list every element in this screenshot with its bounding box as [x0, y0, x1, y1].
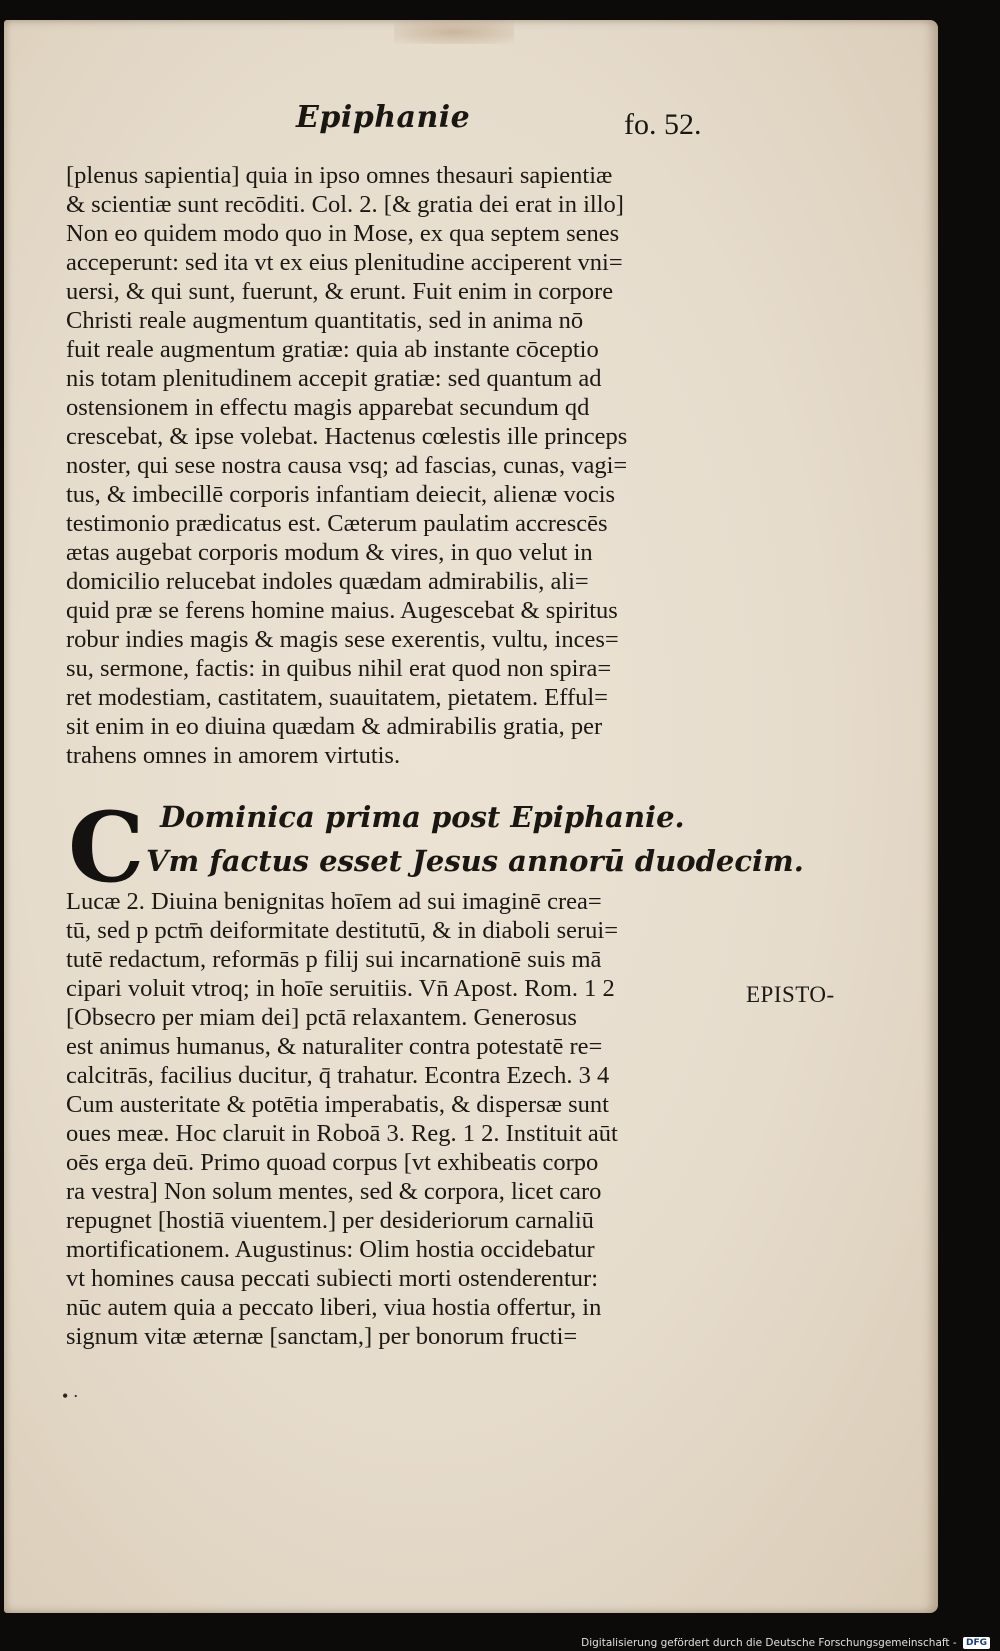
drop-cap-initial: C	[68, 791, 145, 904]
text-line: [Obsecro per miam dei] pctā relaxantem. Generosus	[66, 1004, 577, 1031]
text-line: Christi reale augmentum quantitatis, sed in anima nō	[66, 307, 584, 334]
text-line: nis totam plenitudinem accepit gratiæ: sed quantum ad	[66, 365, 602, 392]
digitization-credit	[581, 1637, 990, 1649]
text-line: noster, qui sese nostra causa vsq; ad fascias, cunas, vagi=	[66, 452, 628, 479]
text-line: signum vitæ æternæ [sanctam,] per bonorum fructi=	[66, 1323, 578, 1350]
text-line: oues meæ. Hoc claruit in Roboā 3. Reg. 1 2. Instituit aūt	[66, 1120, 618, 1147]
text-line: tus, & imbecillē corporis infantiam deiecit, alienæ vocis	[66, 481, 616, 508]
credit-text: Digitalisierung gefördert durch die Deutsche Forschungsgemeinschaft -	[581, 1637, 957, 1649]
text-line: trahens omnes in amorem virtutis.	[66, 742, 401, 769]
ink-specks: • ·	[62, 1386, 79, 1406]
text-line: calcitrās, facilius ducitur, q̄ trahatur. Econtra Ezech. 3 4	[66, 1062, 610, 1089]
text-line: [plenus sapientia] quia in ipso omnes thesauri sapientiæ	[66, 162, 613, 189]
text-line: quid præ se ferens homine maius. Augescebat & spiritus	[66, 597, 618, 624]
text-line: acceperunt: sed ita vt ex eius plenitudine acciperent vni=	[66, 249, 623, 276]
text-line: & scientiæ sunt recōditi. Col. 2. [& gratia dei erat in illo]	[66, 191, 624, 218]
text-line: fuit reale augmentum gratiæ: quia ab instante cōceptio	[66, 336, 599, 363]
text-line: ra vestra] Non solum mentes, sed & corpora, licet caro	[66, 1178, 602, 1205]
text-line: mortificationem. Augustinus: Olim hostia occidebatur	[66, 1236, 595, 1263]
text-line: sit enim in eo diuina quædam & admirabilis gratia, per	[66, 713, 603, 740]
text-line: ætas augebat corporis modum & vires, in quo velut in	[66, 539, 593, 566]
text-line: domicilio relucebat indoles quædam admirabilis, ali=	[66, 568, 589, 595]
running-title: Epiphanie	[296, 100, 471, 135]
text-line: Lucæ 2. Diuina benignitas hoīem ad sui imaginē crea=	[66, 888, 602, 915]
text-line: Non eo quidem modo quo in Mose, ex qua septem senes	[66, 220, 620, 247]
text-line: crescebat, & ipse volebat. Hactenus cœlestis ille princeps	[66, 423, 628, 450]
text-line: nūc autem quia a peccato liberi, viua hostia offertur, in	[66, 1294, 602, 1321]
section-heading: Dominica prima post Epiphanie.	[160, 800, 685, 834]
text-line: ret modestiam, castitatem, suauitatem, pietatem. Efful=	[66, 684, 608, 711]
text-line: ostensionem in effectu magis apparebat secundum qd	[66, 394, 590, 421]
text-line: testimonio prædicatus est. Cæterum paulatim accrescēs	[66, 510, 608, 537]
section-incipit: Vm factus esset Jesus annorū duodecim.	[146, 844, 804, 878]
dfg-logo: DFG	[963, 1637, 990, 1649]
text-line: est animus humanus, & naturaliter contra potestatē re=	[66, 1033, 603, 1060]
text-line: oēs erga deū. Primo quoad corpus [vt exhibeatis corpo	[66, 1149, 599, 1176]
text-line: robur indies magis & magis sese exerentis, vultu, inces=	[66, 626, 619, 653]
text-line: vt homines causa peccati subiecti morti ostenderentur:	[66, 1265, 599, 1292]
text-line: tutē redactum, reformās p filij sui incarnationē suis mā	[66, 946, 602, 973]
margin-note: EPISTO-	[746, 982, 835, 1007]
text-line: cipari voluit vtroq; in hoīe seruitiis. Vn̄ Apost. Rom. 1 2	[66, 975, 615, 1002]
text-line: uersi, & qui sunt, fuerunt, & erunt. Fuit enim in corpore	[66, 278, 614, 305]
folio-number: fo. 52.	[624, 108, 702, 141]
paper-stain	[394, 20, 514, 44]
text-line: tū, sed p pctm̄ deiformitate destitutū, & in diaboli serui=	[66, 917, 619, 944]
text-line: su, sermone, factis: in quibus nihil erat quod non spira=	[66, 655, 612, 682]
text-line: Cum austeritate & potētia imperabatis, & dispersæ sunt	[66, 1091, 609, 1118]
text-line: repugnet [hostiā viuentem.] per desideriorum carnaliū	[66, 1207, 594, 1234]
